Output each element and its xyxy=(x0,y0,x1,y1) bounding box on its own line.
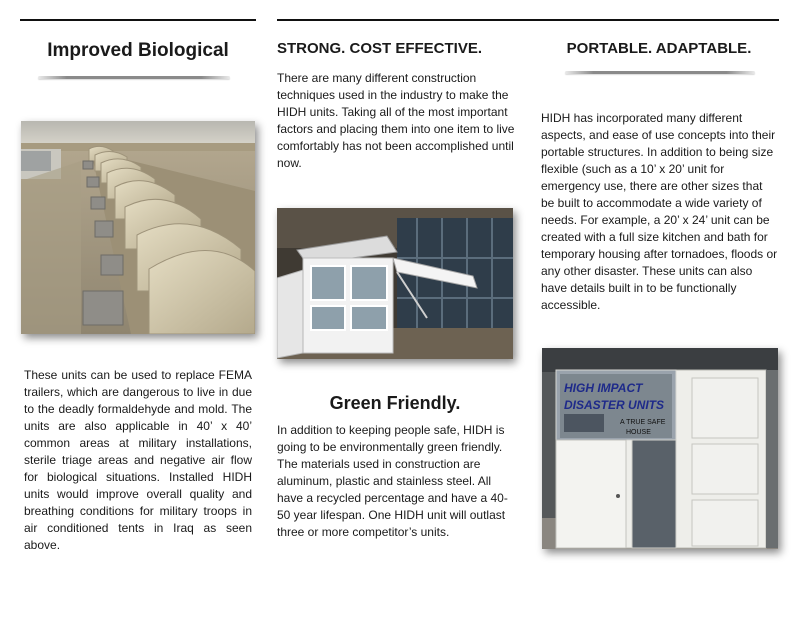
photo-unit-prototype xyxy=(277,208,513,359)
top-rule-right xyxy=(277,19,779,21)
heading-divider-left xyxy=(38,76,230,79)
heading-divider-right xyxy=(565,71,755,74)
body-green-friendly: In addition to keeping people safe, HIDH is going to be environmentally green friendly. The materials used in construction are aluminum, plastic and stainless steel. All have a recycled percentage and have a 40-50 year lifespan. One HIDH unit will outlast three or more competitor’s units. xyxy=(277,423,508,539)
banner-line1: HIGH IMPACT xyxy=(564,381,643,395)
body-strong-cost-effective: There are many different construction techniques used in the industry to make the HIDH units. Taking all of the most important factors and placing them into one item to live comfortably has not been accomplished until now. xyxy=(277,71,515,170)
top-rule-left xyxy=(20,19,256,21)
banner-line2: DISASTER UNITS xyxy=(564,398,665,412)
heading-green-friendly: Green Friendly. xyxy=(329,393,461,413)
heading-strong-cost-effective: STRONG. COST EFFECTIVE. xyxy=(277,40,483,57)
photo-military-tents xyxy=(21,121,255,334)
heading-portable-adaptable: PORTABLE. ADAPTABLE. xyxy=(566,40,752,57)
banner-tag1: A TRUE SAFE xyxy=(620,419,666,426)
photo-disaster-unit xyxy=(542,348,778,549)
heading-improved-biological: Improved Biological xyxy=(47,40,229,61)
banner-tag2: HOUSE xyxy=(626,429,651,436)
body-portable-adaptable: HIDH has incorporated many different aspects, and ease of use concepts into their portable structures. In addition to being size flexible (such as a 10’ x 20’ unit for emergency use, there are other sizes that be built to accommodate a wide variety of needs. For example, a 20’ x 24’ unit can be created with a full size kitchen and bath for temporary housing after tornadoes, floods or any other disaster. These units can also have details built in to be functionally accessible. xyxy=(541,111,778,312)
body-improved-biological: These units can be used to replace FEMA trailers, which are dangerous to live in due to the deadly formaldehyde and mold. The units are also applicable in 40’ x 40’ common areas at military installations, sterile triage areas and negative air flow for biological situations. Installed HIDH units would improve overall quality and breathing conditions for military troops in air conditioned tents in Iraq as seen above. xyxy=(24,368,252,552)
